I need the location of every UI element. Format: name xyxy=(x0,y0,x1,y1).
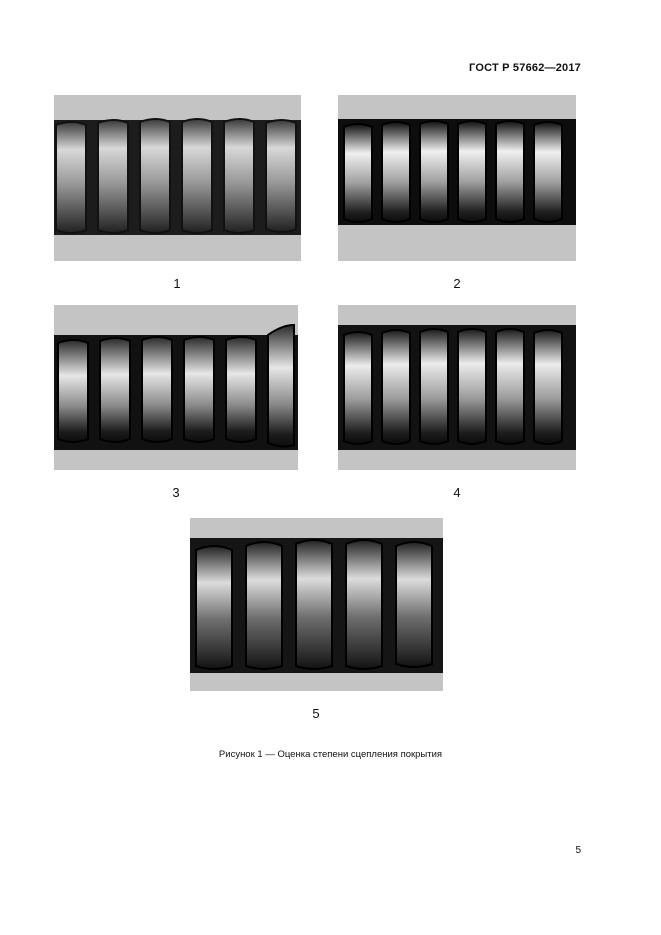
figure-photo-5 xyxy=(190,518,443,691)
figure-label-1: 1 xyxy=(173,276,181,291)
rod-image-1 xyxy=(54,95,301,261)
figure-label-5: 5 xyxy=(312,706,320,721)
rod-image-3 xyxy=(54,305,298,470)
figure-label-4: 4 xyxy=(453,485,461,500)
figure-label-2: 2 xyxy=(453,276,461,291)
figure-photo-3 xyxy=(54,305,298,470)
rod-image-2 xyxy=(338,95,576,261)
figure-photo-4 xyxy=(338,305,576,470)
rod-image-5 xyxy=(190,518,443,691)
page-number: 5 xyxy=(575,845,581,856)
figure-caption: Рисунок 1 — Оценка степени сцепления покрытия xyxy=(218,749,443,760)
figure-label-3: 3 xyxy=(172,485,180,500)
document-header: ГОСТ Р 57662—2017 xyxy=(469,62,581,74)
figure-photo-2 xyxy=(338,95,576,261)
figure-photo-1 xyxy=(54,95,301,261)
rod-image-4 xyxy=(338,305,576,470)
